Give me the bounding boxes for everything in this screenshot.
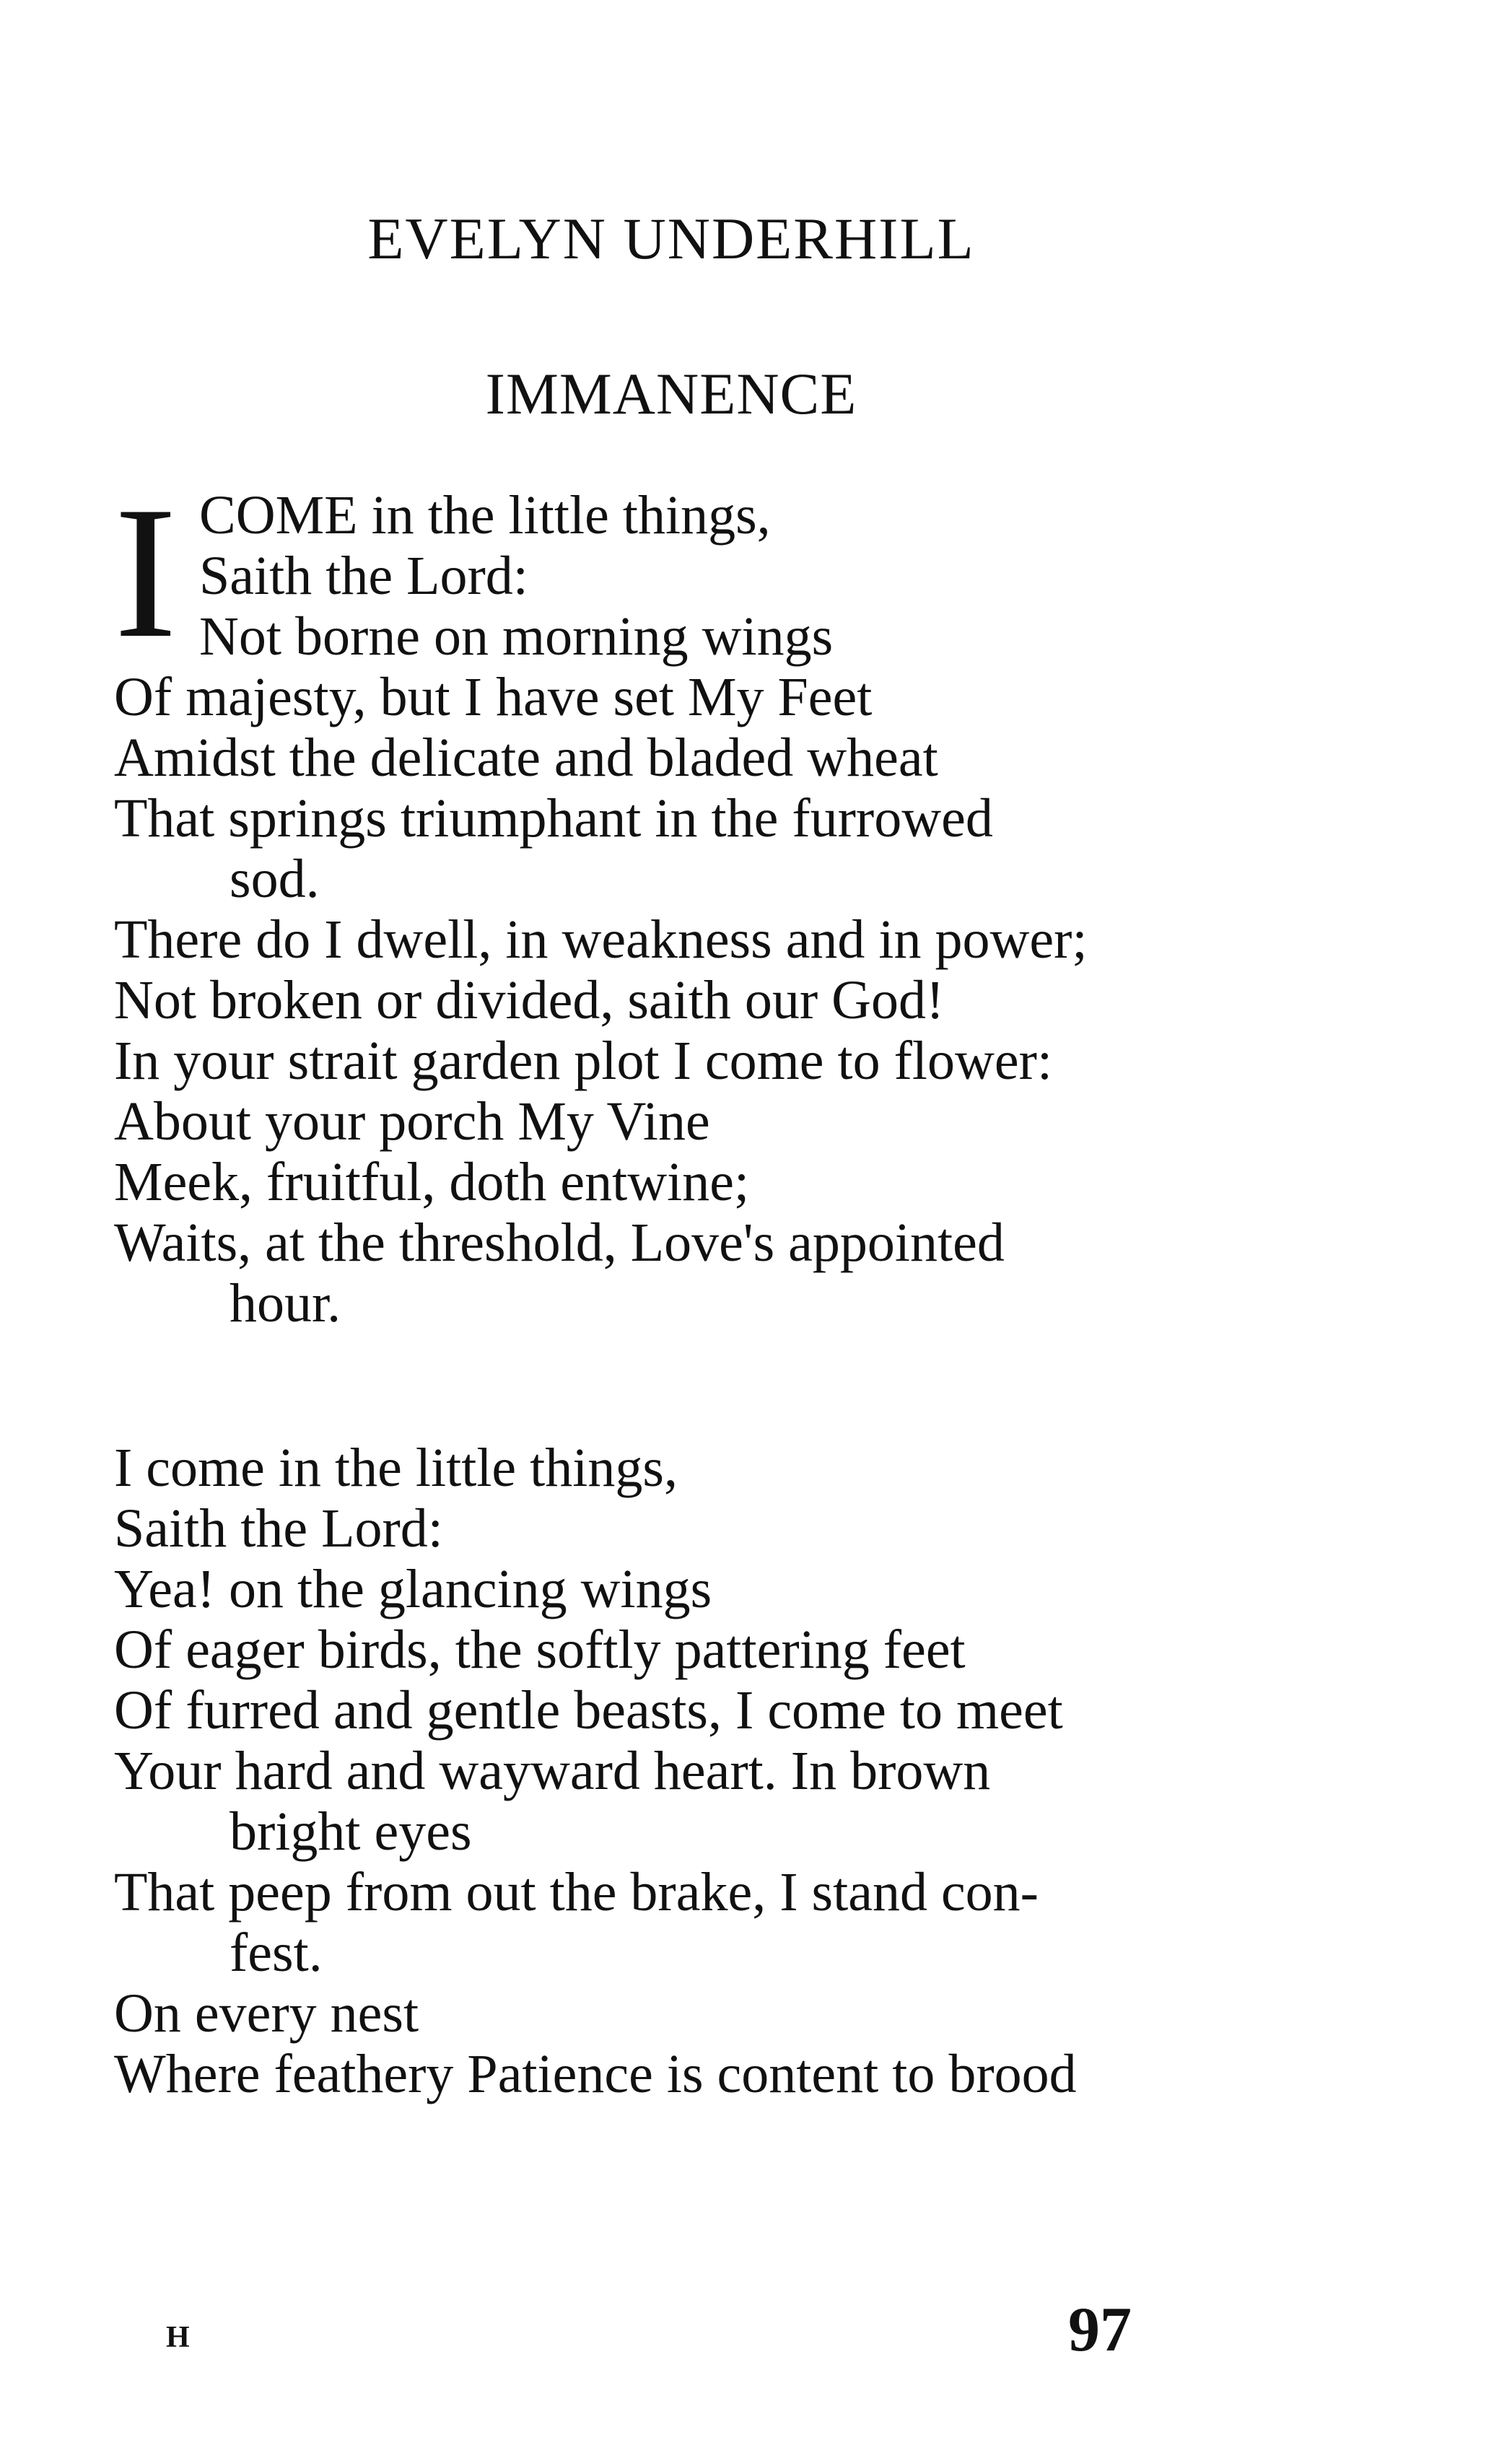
poem-line: Your hard and wayward heart. In brown — [114, 1741, 991, 1801]
poem-line: Not broken or divided, saith our God! — [114, 970, 945, 1031]
signature-mark: H — [166, 2321, 190, 2354]
page-number: 97 — [1068, 2295, 1132, 2365]
stanza-2 — [114, 1438, 1211, 2104]
poem-line: Where feathery Patience is content to brood — [114, 2044, 1077, 2104]
poem-line-continuation: sod. — [230, 849, 320, 909]
poem-line: Meek, fruitful, doth entwine; — [114, 1152, 750, 1212]
poem-line: Of majesty, but I have set My Feet — [114, 667, 873, 727]
poem-line: About your porch My Vine — [114, 1091, 710, 1152]
poem-line-continuation: hour. — [230, 1273, 341, 1334]
poem-line: I come in the little things, — [114, 1438, 678, 1498]
poem-line: Of eager birds, the softly pattering feet — [114, 1619, 966, 1680]
poem-line: Saith the Lord: — [114, 1498, 443, 1559]
poem-line: Not borne on morning wings — [199, 606, 834, 667]
poem-title: IMMANENCE — [485, 361, 857, 427]
poem-line-continuation: bright eyes — [230, 1801, 472, 1862]
poem-line: Of furred and gentle beasts, I come to meet — [114, 1680, 1063, 1741]
poem-line: There do I dwell, in weakness and in power; — [114, 909, 1088, 970]
poem-line-continuation: fest. — [230, 1923, 323, 1983]
author-heading: EVELYN UNDERHILL — [367, 206, 975, 271]
poem-line: Yea! on the glancing wings — [114, 1559, 712, 1619]
poem-line: That peep from out the brake, I stand con- — [114, 1862, 1039, 1923]
stanza-1 — [114, 485, 1211, 1334]
poem-line: That springs triumphant in the furrowed — [114, 788, 993, 849]
drop-cap: I — [114, 468, 178, 677]
poem-line: In your strait garden plot I come to flower: — [114, 1031, 1053, 1091]
poem-line: On every nest — [114, 1983, 419, 2044]
poem-line: COME in the little things, — [199, 485, 771, 546]
poem-line: Saith the Lord: — [199, 546, 528, 606]
poem-line: Waits, at the threshold, Love's appointed — [114, 1212, 1005, 1273]
poem-line: Amidst the delicate and bladed wheat — [114, 727, 938, 788]
